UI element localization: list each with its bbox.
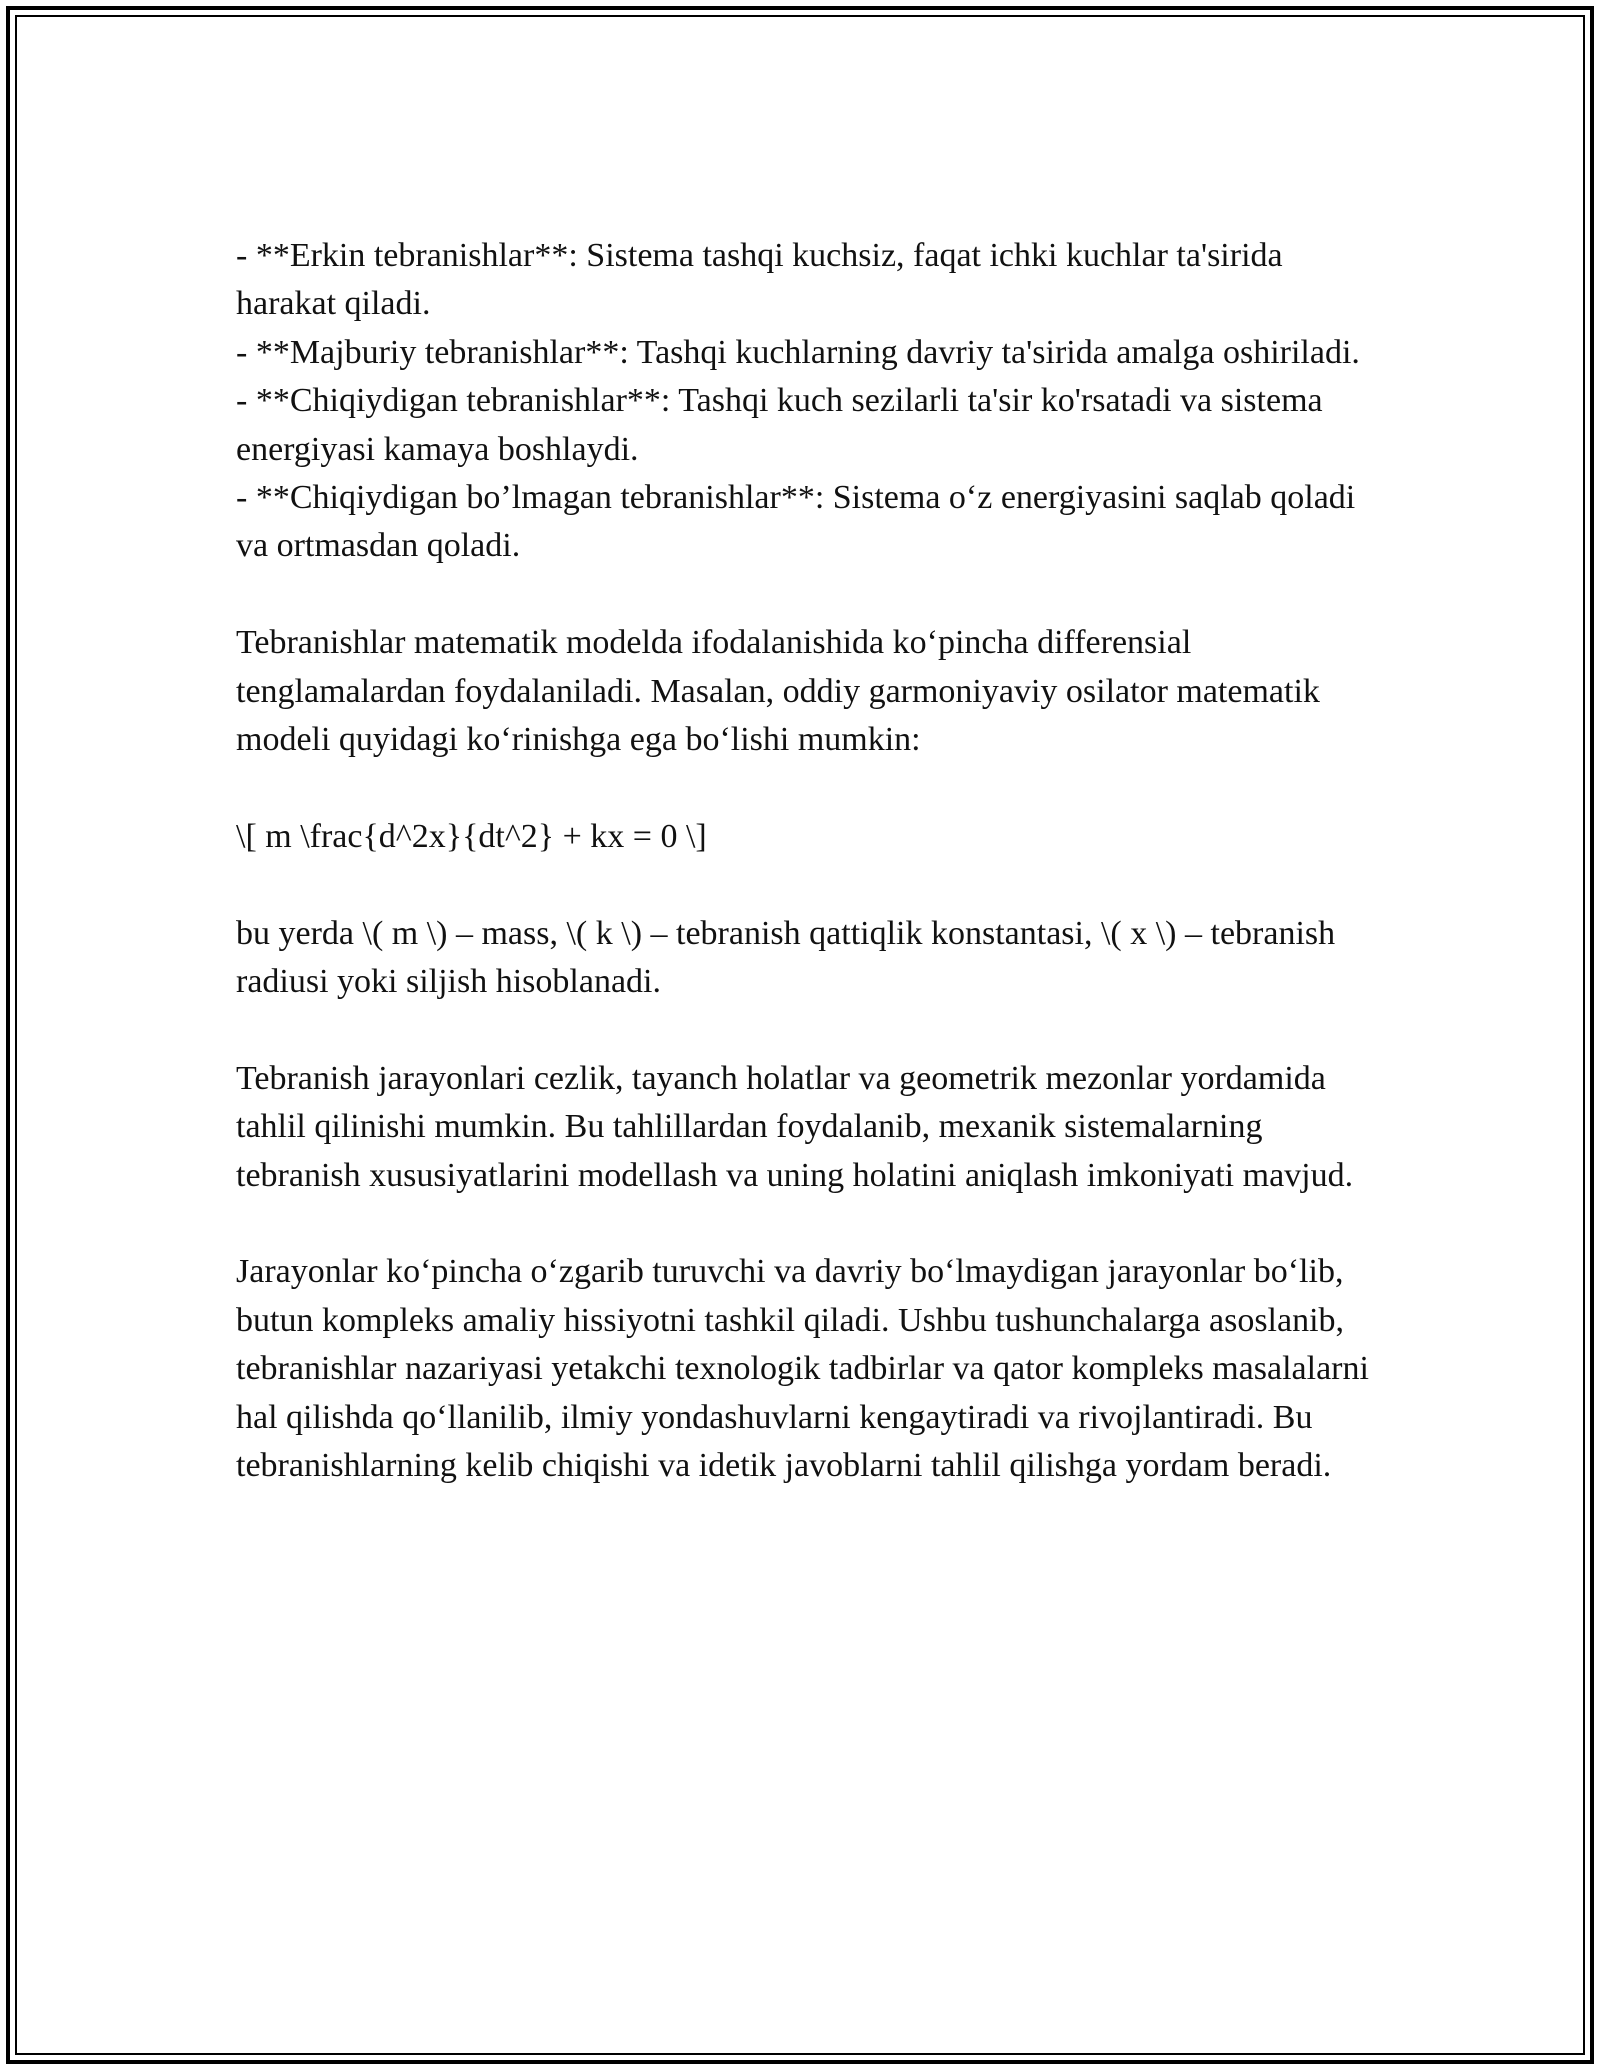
paragraph-variables: bu yerda \( m \) – mass, \( k \) – tebranish qattiqlik konstantasi, \( x \) – tebranish radiusi yoki siljish hisoblanadi. bbox=[236, 914, 1336, 1001]
list-item-forced-oscillations: - **Majburiy tebranishlar**: Tashqi kuchlarning davriy ta'sirida amalga oshiriladi. bbox=[236, 333, 1360, 371]
paragraph-analysis: Tebranish jarayonlari cezlik, tayanch holatlar va geometrik mezonlar yordamida tahlil qilinishi mumkin. Bu tahlillardan foydalanib, mexanik sistemalarning tebranish xususiyatlarini modellash va uning holatini aniqlash imkoniyati mavjud. bbox=[236, 1059, 1354, 1194]
paragraph-conclusion: Jarayonlar ko‘pincha o‘zgarib turuvchi va davriy bo‘lmaydigan jarayonlar bo‘lib, butun kompleks amaliy hissiyotni tashkil qiladi. Ushbu tushunchalarga asoslanib, tebranishlar nazariyasi yetakchi texnologik tadbirlar va qator kompleks masalalarni hal qilishda qo‘llanilib, ilmiy yondashuvlarni kengaytiradi va rivojlantiradi. Bu tebranishlarning kelib chiqishi va idetik javoblarni tahlil qilishga yordam beradi. bbox=[236, 1253, 1369, 1485]
paragraph-gap bbox=[236, 1006, 1376, 1054]
list-item-damped-oscillations: - **Chiqiydigan tebranishlar**: Tashqi kuch sezilarli ta'sir ko'rsatadi va sistema energiyasi kamaya boshlaydi. bbox=[236, 382, 1323, 468]
paragraph-model: Tebranishlar matematik modelda ifodalanishida ko‘pincha differensial tenglamalardan foydalaniladi. Masalan, oddiy garmoniyaviy osilator matematik modeli quyidagi ko‘rinishga ega bo‘lishi mumkin: bbox=[236, 624, 1320, 759]
paragraph-gap bbox=[236, 1200, 1376, 1248]
document-body bbox=[236, 232, 1376, 1490]
list-item-free-oscillations: - **Erkin tebranishlar**: Sistema tashqi kuchsiz, faqat ichki kuchlar ta'sirida harakat qiladi. bbox=[236, 237, 1283, 323]
paragraph-gap bbox=[236, 764, 1376, 812]
paragraph-gap bbox=[236, 571, 1376, 619]
formula: \[ m \frac{d^2x}{dt^2} + kx = 0 \] bbox=[236, 817, 707, 855]
paragraph-gap bbox=[236, 861, 1376, 909]
list-item-undamped-oscillations: - **Chiqiydigan bo’lmagan tebranishlar**: Sistema o‘z energiyasini saqlab qoladi va ortmasdan qoladi. bbox=[236, 479, 1356, 565]
